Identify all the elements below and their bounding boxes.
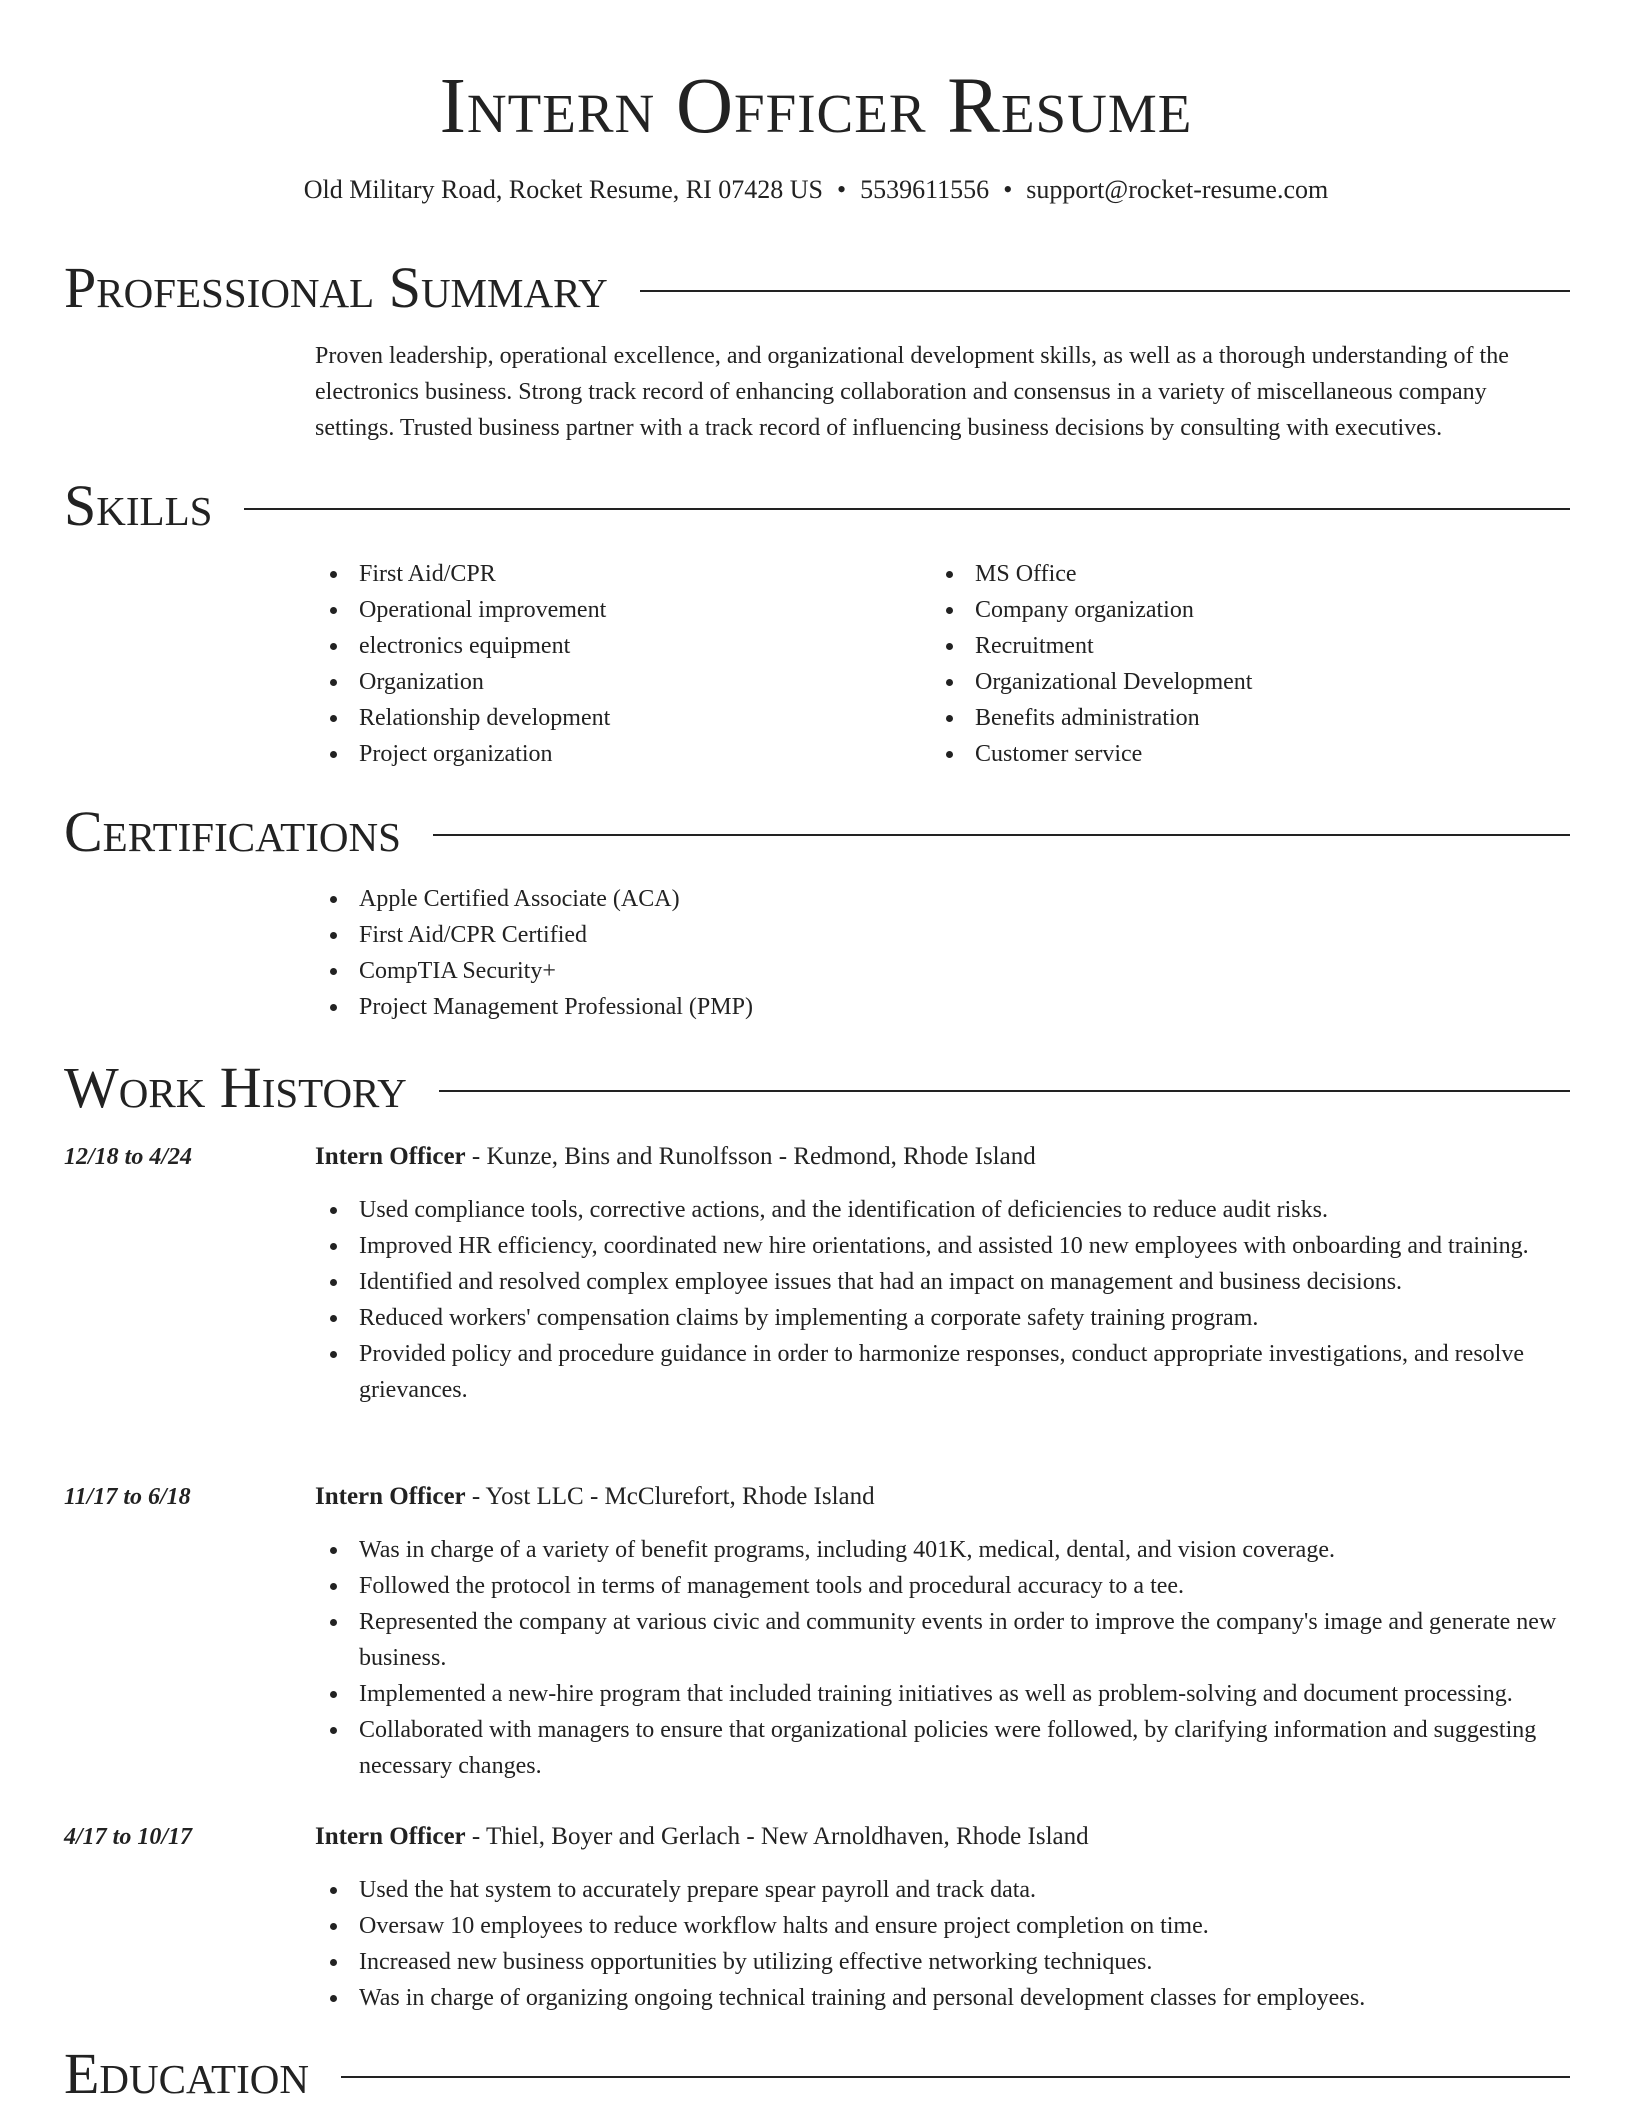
certification-item: Project Management Professional (PMP) xyxy=(315,989,1571,1025)
section-title: Certifications xyxy=(64,799,401,864)
skill-item: MS Office xyxy=(931,556,1531,592)
job-title-line xyxy=(315,1139,1571,1175)
section-summary-heading xyxy=(64,256,1570,320)
job-bullet: Used the hat system to accurately prepare spear payroll and track data. xyxy=(315,1872,1571,1908)
section-work-heading xyxy=(64,1056,1570,1120)
job-details: - Thiel, Boyer and Gerlach - New Arnoldhaven, Rhode Island xyxy=(465,1823,1089,1850)
job-role: Intern Officer xyxy=(315,1143,466,1170)
job-bullet: Oversaw 10 employees to reduce workflow halts and ensure project completion on time. xyxy=(315,1908,1571,1944)
skill-item: Organization xyxy=(315,664,915,700)
skill-item: Recruitment xyxy=(931,628,1531,664)
job-bullet: Identified and resolved complex employee issues that had an impact on management and business decisions. xyxy=(315,1264,1571,1300)
phone: 5539611556 xyxy=(860,175,990,204)
job-dates: 4/17 to 10/17 xyxy=(64,1824,193,1850)
job-bullet: Increased new business opportunities by utilizing effective networking techniques. xyxy=(315,1944,1571,1980)
section-title: Work History xyxy=(64,1055,407,1120)
skill-item: Benefits administration xyxy=(931,700,1531,736)
job-bullet: Used compliance tools, corrective actions, and the identification of deficiencies to reduce audit risks. xyxy=(315,1192,1571,1228)
job-bullet: Was in charge of a variety of benefit programs, including 401K, medical, dental, and vision coverage. xyxy=(315,1532,1571,1568)
section-title: Education xyxy=(64,2041,309,2106)
job-details: - Kunze, Bins and Runolfsson - Redmond, Rhode Island xyxy=(465,1143,1036,1170)
job-bullet: Implemented a new-hire program that included training initiatives as well as problem-solving and document processing. xyxy=(315,1676,1571,1712)
job-bullet: Represented the company at various civic and community events in order to improve the company's image and generate new business. xyxy=(315,1604,1571,1676)
section-divider xyxy=(640,290,1570,292)
summary-text: Proven leadership, operational excellence, and organizational development skills, as well as a thorough understanding of the electronics business. Strong track record of enhancing collaboration and consensus in a variety of miscellaneous company settings. Trusted business partner with a track record of influencing business decisions by consulting with executives. xyxy=(315,343,1509,441)
section-skills-heading xyxy=(64,474,1570,538)
job-bullet: Collaborated with managers to ensure that organizational policies were followed, by clarifying information and suggesting necessary changes. xyxy=(315,1712,1571,1784)
certification-item: First Aid/CPR Certified xyxy=(315,917,1571,953)
job-title-line xyxy=(315,1479,1571,1515)
certification-item: CompTIA Security+ xyxy=(315,953,1571,989)
section-divider xyxy=(244,508,1570,510)
skill-item: Company organization xyxy=(931,592,1531,628)
job-title-line xyxy=(315,1819,1571,1855)
job-bullet: Followed the protocol in terms of management tools and procedural accuracy to a tee. xyxy=(315,1568,1571,1604)
certifications-list xyxy=(315,881,1571,1025)
section-title: Professional Summary xyxy=(64,255,608,320)
job-bullet: Provided policy and procedure guidance in order to harmonize responses, conduct appropriate investigations, and resolve grievances. xyxy=(315,1336,1571,1408)
job-role: Intern Officer xyxy=(315,1823,466,1850)
skill-item: Project organization xyxy=(315,736,915,772)
skills-list-right xyxy=(931,556,1531,772)
job-bullet: Was in charge of organizing ongoing technical training and personal development classes for employees. xyxy=(315,1980,1571,2016)
skill-item: Customer service xyxy=(931,736,1531,772)
skill-item: Organizational Development xyxy=(931,664,1531,700)
skill-item: First Aid/CPR xyxy=(315,556,915,592)
address: Old Military Road, Rocket Resume, RI 07428 US xyxy=(303,175,824,204)
email: support@rocket-resume.com xyxy=(1026,175,1329,204)
skills-list-left xyxy=(315,556,915,772)
section-divider xyxy=(439,1090,1570,1092)
job-dates: 12/18 to 4/24 xyxy=(64,1144,193,1170)
job-bullet: Improved HR efficiency, coordinated new hire orientations, and assisted 10 new employees with onboarding and training. xyxy=(315,1228,1571,1264)
skill-item: Relationship development xyxy=(315,700,915,736)
job-bullets xyxy=(315,1192,1571,1408)
skill-item: Operational improvement xyxy=(315,592,915,628)
separator: • xyxy=(1003,175,1013,204)
page-title: Intern Officer Resume xyxy=(439,63,1193,150)
job-dates: 11/17 to 6/18 xyxy=(64,1484,191,1510)
separator: • xyxy=(837,175,847,204)
job-bullets xyxy=(315,1872,1571,2016)
section-certifications-heading xyxy=(64,800,1570,864)
section-divider xyxy=(341,2076,1570,2078)
skill-item: electronics equipment xyxy=(315,628,915,664)
certification-item: Apple Certified Associate (ACA) xyxy=(315,881,1571,917)
section-title: Skills xyxy=(64,473,213,538)
section-education-heading xyxy=(64,2042,1570,2106)
contact-line xyxy=(0,172,1632,208)
section-divider xyxy=(433,834,1570,836)
job-bullets xyxy=(315,1532,1571,1784)
job-bullet: Reduced workers' compensation claims by implementing a corporate safety training program. xyxy=(315,1300,1571,1336)
job-role: Intern Officer xyxy=(315,1483,466,1510)
job-details: - Yost LLC - McClurefort, Rhode Island xyxy=(465,1483,875,1510)
